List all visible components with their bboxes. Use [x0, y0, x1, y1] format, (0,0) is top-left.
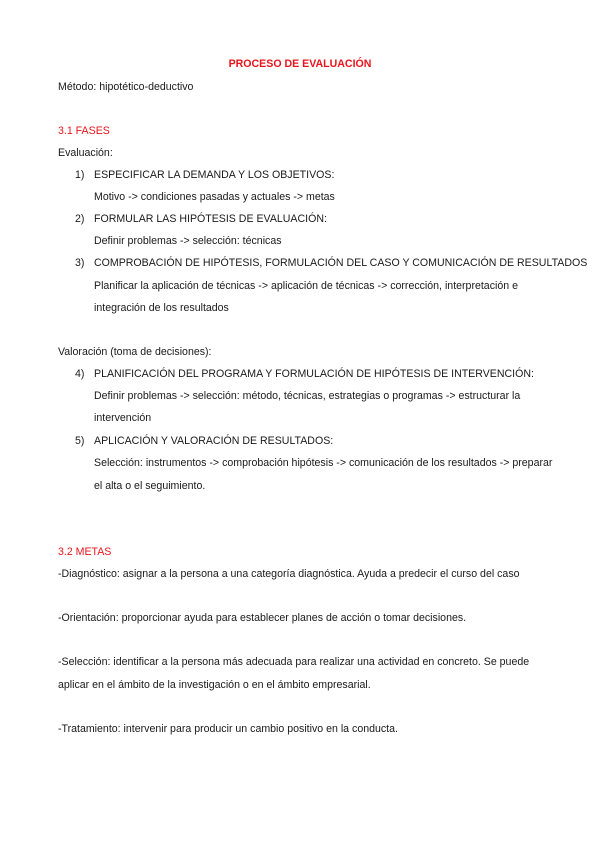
meta-paragraph: -Diagnóstico: asignar a la persona a una categoría diagnóstica. Ayuda a predecir el curso del caso	[58, 568, 520, 580]
section-heading-metas: 3.2 METAS	[58, 546, 112, 558]
meta-paragraph: aplicar en el ámbito de la investigación o en el ámbito empresarial.	[58, 679, 371, 691]
list-item-text: Planificar la aplicación de técnicas -> aplicación de técnicas -> corrección, interpretación e	[94, 280, 518, 292]
list-item-text: intervención	[94, 412, 152, 424]
list-number: 1)	[75, 169, 85, 181]
meta-paragraph: -Selección: identificar a la persona más adecuada para realizar una actividad en concreto. Se puede	[58, 656, 530, 668]
list-item-text: integración de los resultados	[94, 302, 229, 314]
method-line: Método: hipotético-deductivo	[58, 81, 194, 93]
list-item-title: FORMULAR LAS HIPÓTESIS DE EVALUACIÓN:	[94, 213, 327, 225]
section-heading-fases: 3.1 FASES	[58, 125, 110, 137]
list-item-title: PLANIFICACIÓN DEL PROGRAMA Y FORMULACIÓN DE HIPÓTESIS DE INTERVENCIÓN:	[94, 368, 534, 380]
evaluacion-label: Evaluación:	[58, 147, 113, 159]
meta-paragraph: -Orientación: proporcionar ayuda para establecer planes de acción o tomar decisiones.	[58, 612, 467, 624]
list-item-text: Definir problemas -> selección: técnicas	[94, 235, 282, 247]
valoracion-label: Valoración (toma de decisiones):	[58, 346, 212, 358]
list-number: 4)	[75, 368, 85, 380]
list-item-text: Motivo -> condiciones pasadas y actuales -> metas	[94, 191, 335, 203]
list-item-text: Selección: instrumentos -> comprobación hipótesis -> comunicación de los resultados -> preparar	[94, 457, 553, 469]
page-title: PROCESO DE EVALUACIÓN	[228, 58, 372, 70]
list-item-text: el alta o el seguimiento.	[94, 480, 206, 492]
meta-paragraph: -Tratamiento: intervenir para producir un cambio positivo en la conducta.	[58, 723, 398, 735]
list-item-text: Definir problemas -> selección: método, técnicas, estrategias o programas -> estructurar la	[94, 390, 521, 402]
list-number: 2)	[75, 213, 85, 225]
list-number: 3)	[75, 257, 85, 269]
list-number: 5)	[75, 435, 85, 447]
list-item-title: COMPROBACIÓN DE HIPÓTESIS, FORMULACIÓN DEL CASO Y COMUNICACIÓN DE RESULTADOS	[94, 257, 588, 269]
list-item-title: ESPECIFICAR LA DEMANDA Y LOS OBJETIVOS:	[94, 169, 335, 181]
list-item-title: APLICACIÓN Y VALORACIÓN DE RESULTADOS:	[94, 435, 334, 447]
